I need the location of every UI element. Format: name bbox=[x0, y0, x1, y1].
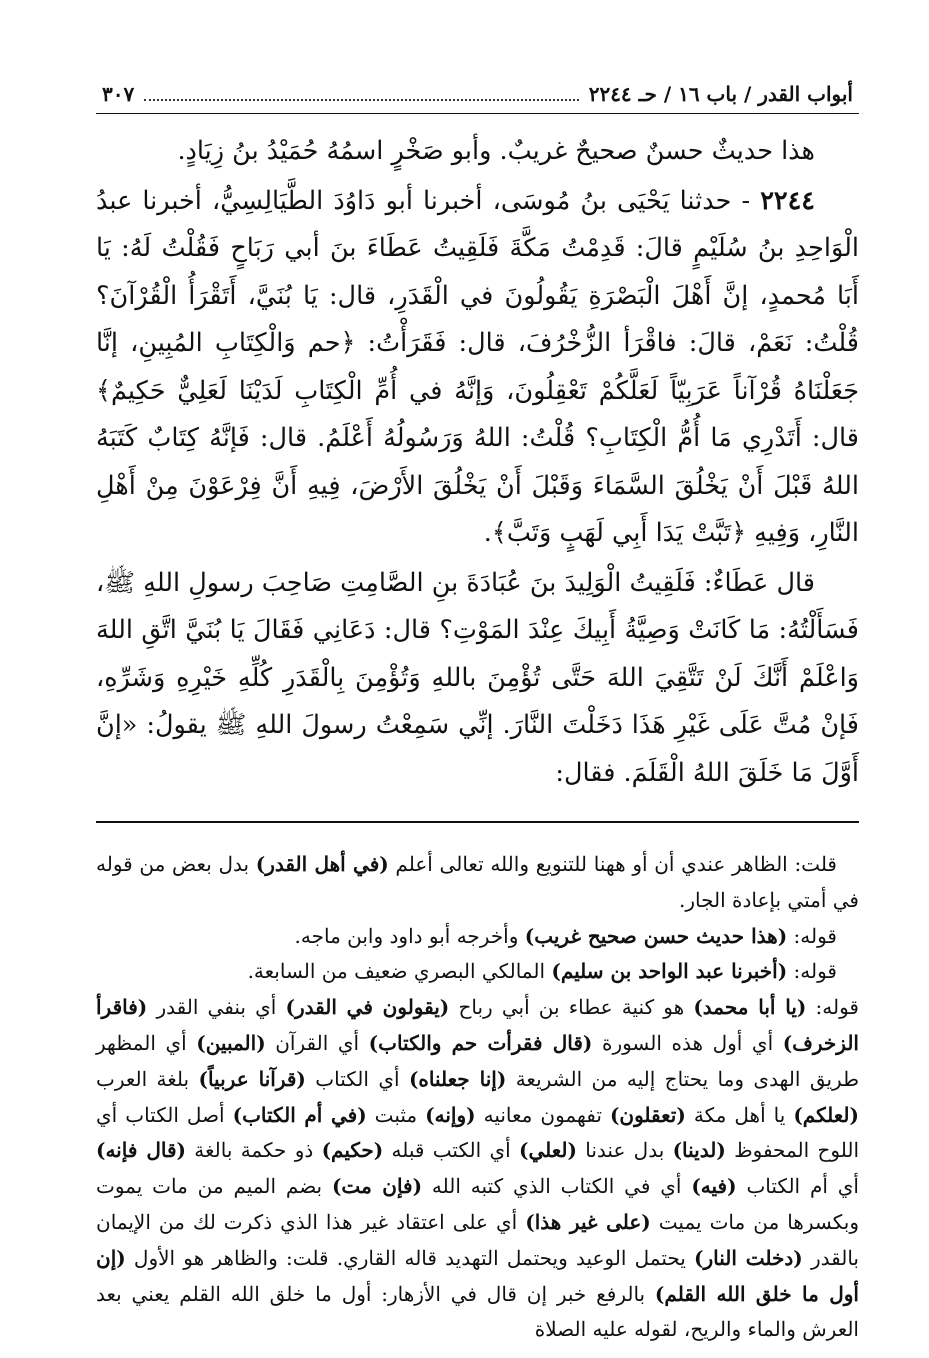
leader-dots bbox=[144, 99, 578, 101]
note-text: بدل عندنا bbox=[576, 1138, 673, 1163]
note-text: أصل الكتاب أي اللوح المحفوظ bbox=[96, 1102, 859, 1163]
note-text: تفهمون معانيه bbox=[475, 1102, 610, 1127]
note-text: أي أم الكتاب bbox=[736, 1174, 859, 1199]
hadith-text: - حدثنا يَحْيَى بنُ مُوسَى، أخبرنا أبو دَاوُدَ الطَّيَالِسِيُّ، أخبرنا عبدُ الْوَاحِدِ بنُ سُلَيْمٍ قالَ: قَدِمْتُ مَكَّةَ فَلَقِيتُ عَطَاءَ بنَ أبي رَبَاحٍ فَقُلْتُ لَهُ: يَا أَبَا مُحمدٍ، إنَّ أَهْلَ الْبَصْرَةِ يَقُولُونَ في الْقَدَرِ، قال: يَا بُنَيَّ، أَتَقْرَأُ الْقُرْآنَ؟ قُلْتُ: نَعَمْ، قالَ: فاقْرَأ الزُّخْرُفَ، قال: فَقَرَأْتُ: ﴿حم وَالْكِتَابِ المُبِينِ، إنَّا جَعَلْنَاهُ قُرْآناً عَرَبِيّاً لَعَلَّكُمْ تَعْقِلُونَ، وَإنَّهُ في أُمِّ الْكِتَابِ لَدَيْنَا لَعَلِيٌّ حَكِيمٌ﴾ قال: أَتَدْرِي مَا أُمُّ الْكِتَابِ؟ قُلْتُ: اللهُ وَرَسُولُهُ أَعْلَمُ. قال: فَإنَّهُ كِتَابٌ كَتَبَهُ اللهُ قَبْلَ أَنْ يَخْلُقَ السَّمَاءَ وَقَبْلَ أَنْ يَخْلُقَ الأَرْضَ، فِيهِ أَنَّ فِرْعَوْنَ مِنْ أَهْلِ النَّارِ، وَفِيهِ ﴿تَبَّتْ يَدَا أَبِي لَهَبٍ وَتَبَّ﴾. bbox=[96, 185, 859, 548]
note-text: ذو حكمة بالغة bbox=[185, 1138, 322, 1163]
note-text: قوله: bbox=[806, 995, 859, 1020]
note-2 bbox=[96, 919, 859, 955]
note-text: مثبت bbox=[366, 1102, 426, 1127]
running-title: أبواب القدر / باب ١٦ / حـ ٢٢٤٤ bbox=[588, 82, 853, 106]
note-text: أي بنفي القدر bbox=[147, 995, 286, 1020]
note-lemma: (يقولون في القدر) bbox=[285, 995, 450, 1020]
note-text: أي المظهر طريق الهدى وما يحتاج إليه من الشريعة bbox=[96, 1030, 860, 1091]
note-lemma: (في أم الكتاب) bbox=[232, 1102, 367, 1127]
note-text: أي على اعتقاد غير هذا الذي ذكرت لك من الإيمان بالقدر bbox=[96, 1209, 860, 1270]
note-text: يا أهل مكة bbox=[685, 1102, 794, 1127]
page-number: ٣٠٧ bbox=[102, 82, 135, 106]
note-lemma: (فإن مت) bbox=[331, 1174, 423, 1199]
note-text: قوله: bbox=[787, 923, 837, 948]
note-1 bbox=[96, 847, 859, 919]
note-lemma: (هذا حديث حسن صحيح غريب) bbox=[524, 923, 788, 948]
note-lemma: (لدينا) bbox=[672, 1138, 726, 1163]
note-text: أي أول هذه السورة bbox=[592, 1030, 783, 1055]
note-text: أي الكتاب bbox=[305, 1066, 409, 1091]
note-lemma: (دخلت النار) bbox=[694, 1245, 803, 1270]
note-lemma: (إن أول ما خلق الله القلم) bbox=[96, 1245, 859, 1306]
main-text bbox=[96, 128, 859, 797]
hadith-number: ٢٢٤٤ bbox=[760, 185, 815, 216]
note-lemma: (المبين) bbox=[196, 1030, 266, 1055]
note-lemma: (إنا جعلناه) bbox=[408, 1066, 507, 1091]
note-lemma: (لعلكم) bbox=[793, 1102, 859, 1127]
note-lemma: (على غير هذا) bbox=[525, 1209, 651, 1234]
note-lemma: (قال فقرأت حم والكتاب) bbox=[368, 1030, 593, 1055]
note-lemma: (حكيم) bbox=[321, 1138, 384, 1163]
note-lemma: (في أهل القدر) bbox=[255, 852, 389, 876]
running-header bbox=[96, 82, 859, 114]
main-paragraph-3: قال عَطَاءٌ: فَلَقِيتُ الْوَلِيدَ بنَ عُبَادَةَ بنِ الصَّامِتِ صَاحِبَ رسولِ اللهِ ﷺ، فَسَأَلْتُهُ: مَا كَانَتْ وَصِيَّةُ أَبِيكَ عِنْدَ المَوْتِ؟ قال: دَعَانِي فَقَالَ يَا بُنَيَّ اتَّقِ اللهَ وَاعْلَمْ أَنَّكَ لَنْ تَتَّقِيَ اللهَ حَتَّى تُؤْمِنَ باللهِ وَتُؤْمِنَ بِالْقَدَرِ كُلِّهِ خَيْرِهِ وَشَرِّهِ، فَإنْ مُتَّ عَلَى غَيْرِ هَذَا دَخَلْتَ النَّارَ. إنِّي سَمِعْتُ رسولَ اللهِ ﷺ يقولُ: «إنَّ أَوَّلَ مَا خَلَقَ اللهُ الْقَلَمَ. فقال: bbox=[96, 567, 859, 788]
note-text: بالرفع خبر إن قال في الأزهار: أول ما خلق الله القلم يعني بعد العرش والماء والريح، لقوله عليه الصلاة bbox=[96, 1281, 859, 1342]
note-text: أي في الكتاب الذي كتبه الله bbox=[422, 1174, 692, 1199]
note-text: بلغة العرب bbox=[96, 1066, 199, 1091]
note-text: بضم الميم من مات يموت وبكسرها من مات يميت bbox=[96, 1174, 859, 1234]
note-text: المالكي البصري ضعيف من السابعة. bbox=[247, 959, 552, 984]
note-lemma: (وإنه) bbox=[425, 1102, 476, 1127]
note-text: قلت: الظاهر عندي أن أو ههنا للتنويع والله تعالى أعلم bbox=[388, 852, 837, 876]
note-text: يحتمل الوعيد ويحتمل التهديد قاله القاري. قلت: والظاهر هو الأول bbox=[125, 1245, 695, 1270]
note-3 bbox=[96, 954, 859, 990]
note-lemma: (لعلي) bbox=[518, 1138, 577, 1163]
note-text: هو كنية عطاء بن أبي رباح bbox=[449, 995, 694, 1020]
note-lemma: (قال فإنه) bbox=[96, 1138, 186, 1163]
note-text: أي الكتب قبله bbox=[383, 1138, 519, 1163]
note-lemma: (يا أبا محمد) bbox=[693, 995, 807, 1020]
main-paragraph-1: هذا حديثٌ حسنٌ صحيحٌ غريبٌ. وأبو صَخْرٍ اسمُهُ حُمَيْدُ بنُ زِيَادٍ. bbox=[177, 136, 815, 166]
footnote-divider bbox=[96, 821, 859, 823]
note-lemma: (قرآنا عربياً) bbox=[198, 1066, 306, 1091]
note-text: بدل بعض من قوله في أمتي بإعادة الجار. bbox=[96, 852, 859, 912]
note-lemma: (فيه) bbox=[691, 1174, 737, 1199]
main-paragraph-2 bbox=[96, 178, 859, 558]
note-lemma: (فاقرأ الزخرف) bbox=[96, 995, 859, 1055]
note-lemma: (أخبرنا عبد الواحد بن سليم) bbox=[551, 959, 788, 984]
note-text: أي القرآن bbox=[265, 1030, 369, 1055]
commentary bbox=[96, 847, 859, 1348]
note-text: قوله: bbox=[787, 959, 837, 984]
note-4 bbox=[96, 990, 859, 1348]
note-text: وأخرجه أبو داود وابن ماجه. bbox=[294, 923, 525, 948]
note-lemma: (تعقلون) bbox=[609, 1102, 686, 1127]
